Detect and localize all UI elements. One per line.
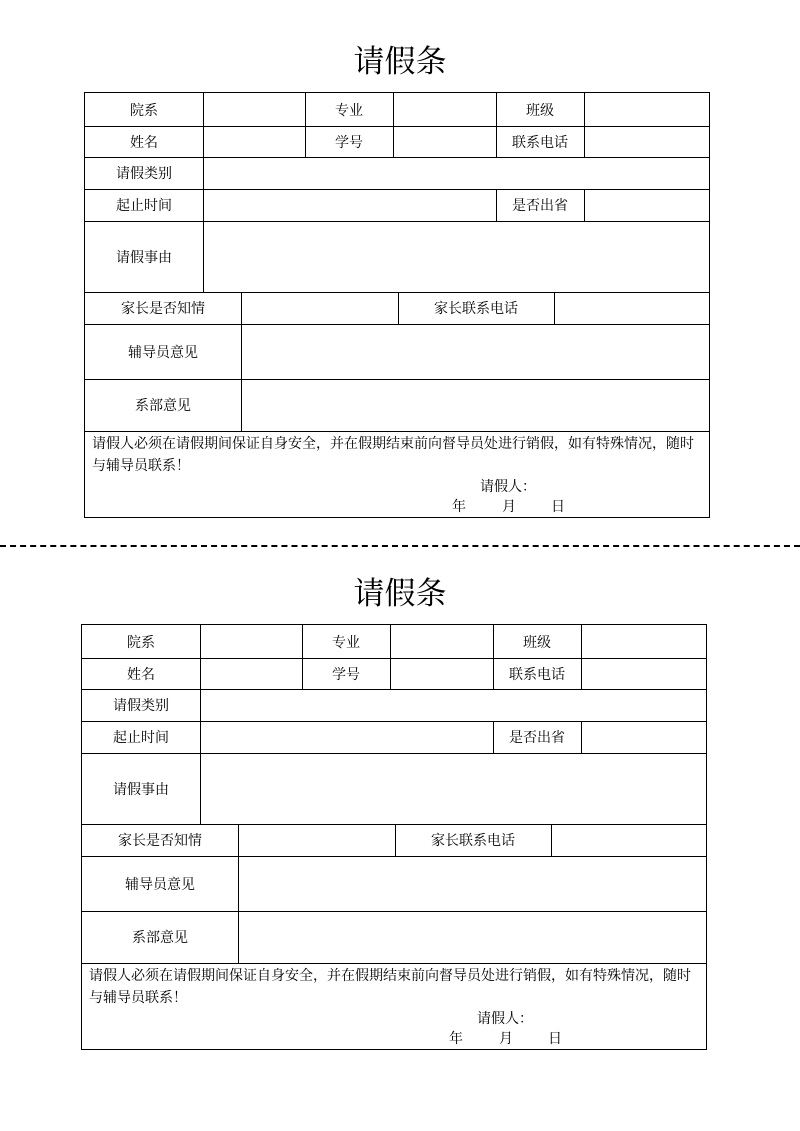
label-major: 专业 bbox=[332, 634, 360, 651]
cut-line bbox=[0, 545, 800, 547]
label-out-of-province: 是否出省 bbox=[512, 198, 568, 214]
col-divider bbox=[200, 625, 201, 689]
label-leave-type: 请假类别 bbox=[116, 166, 172, 182]
label-reason: 请假事由 bbox=[113, 781, 169, 798]
day-label: 日 bbox=[548, 1031, 562, 1047]
label-student-id: 学号 bbox=[332, 666, 360, 683]
label-leave-type: 请假类别 bbox=[113, 698, 169, 714]
day-label: 日 bbox=[551, 499, 565, 515]
label-reason: 请假事由 bbox=[116, 249, 172, 266]
label-class: 班级 bbox=[526, 102, 554, 119]
label-dept-opinion: 系部意见 bbox=[132, 930, 188, 946]
col-divider bbox=[390, 625, 391, 689]
month-label: 月 bbox=[499, 1031, 513, 1047]
col-divider bbox=[238, 824, 239, 963]
label-counselor-opinion: 辅导员意见 bbox=[125, 876, 195, 893]
label-phone: 联系电话 bbox=[512, 134, 568, 151]
label-period: 起止时间 bbox=[113, 730, 169, 746]
label-parent-informed: 家长是否知情 bbox=[121, 301, 205, 317]
notice-text: 请假人必须在请假期间保证自身安全，并在假期结束前向督导员处进行销假，如有特殊情况，随时与辅导员联系！ bbox=[92, 436, 694, 474]
label-dept-opinion: 系部意见 bbox=[135, 398, 191, 414]
notice-text: 请假人必须在请假期间保证自身安全，并在假期结束前向督导员处进行销假，如有特殊情况，随时与辅导员联系！ bbox=[89, 968, 691, 1006]
label-name: 姓名 bbox=[127, 666, 155, 683]
year-label: 年 bbox=[449, 1031, 463, 1047]
col-divider bbox=[584, 93, 585, 157]
label-parent-phone: 家长联系电话 bbox=[434, 301, 518, 317]
label-department: 院系 bbox=[130, 102, 158, 119]
col-divider bbox=[554, 292, 555, 324]
form-table bbox=[81, 624, 707, 1050]
label-name: 姓名 bbox=[130, 134, 158, 151]
row-divider bbox=[82, 963, 706, 964]
form-title: 请假条 bbox=[353, 576, 447, 612]
form-title: 请假条 bbox=[353, 44, 447, 80]
col-divider bbox=[203, 93, 204, 157]
applicant-label: 请假人： bbox=[480, 479, 536, 495]
label-class: 班级 bbox=[523, 634, 551, 651]
year-label: 年 bbox=[452, 499, 466, 515]
label-parent-phone: 家长联系电话 bbox=[431, 833, 515, 849]
month-label: 月 bbox=[502, 499, 516, 515]
label-out-of-province: 是否出省 bbox=[509, 730, 565, 746]
label-counselor-opinion: 辅导员意见 bbox=[128, 344, 198, 361]
col-divider bbox=[584, 189, 585, 221]
label-period: 起止时间 bbox=[116, 198, 172, 214]
label-phone: 联系电话 bbox=[509, 666, 565, 683]
col-divider bbox=[581, 721, 582, 753]
label-student-id: 学号 bbox=[335, 134, 363, 151]
label-department: 院系 bbox=[127, 634, 155, 651]
col-divider bbox=[203, 157, 204, 292]
col-divider bbox=[393, 93, 394, 157]
col-divider bbox=[551, 824, 552, 856]
col-divider bbox=[581, 625, 582, 689]
label-major: 专业 bbox=[335, 102, 363, 119]
applicant-label: 请假人： bbox=[477, 1011, 533, 1027]
row-divider bbox=[85, 431, 709, 432]
col-divider bbox=[241, 292, 242, 431]
col-divider bbox=[200, 689, 201, 824]
label-parent-informed: 家长是否知情 bbox=[118, 833, 202, 849]
form-table bbox=[84, 92, 710, 518]
